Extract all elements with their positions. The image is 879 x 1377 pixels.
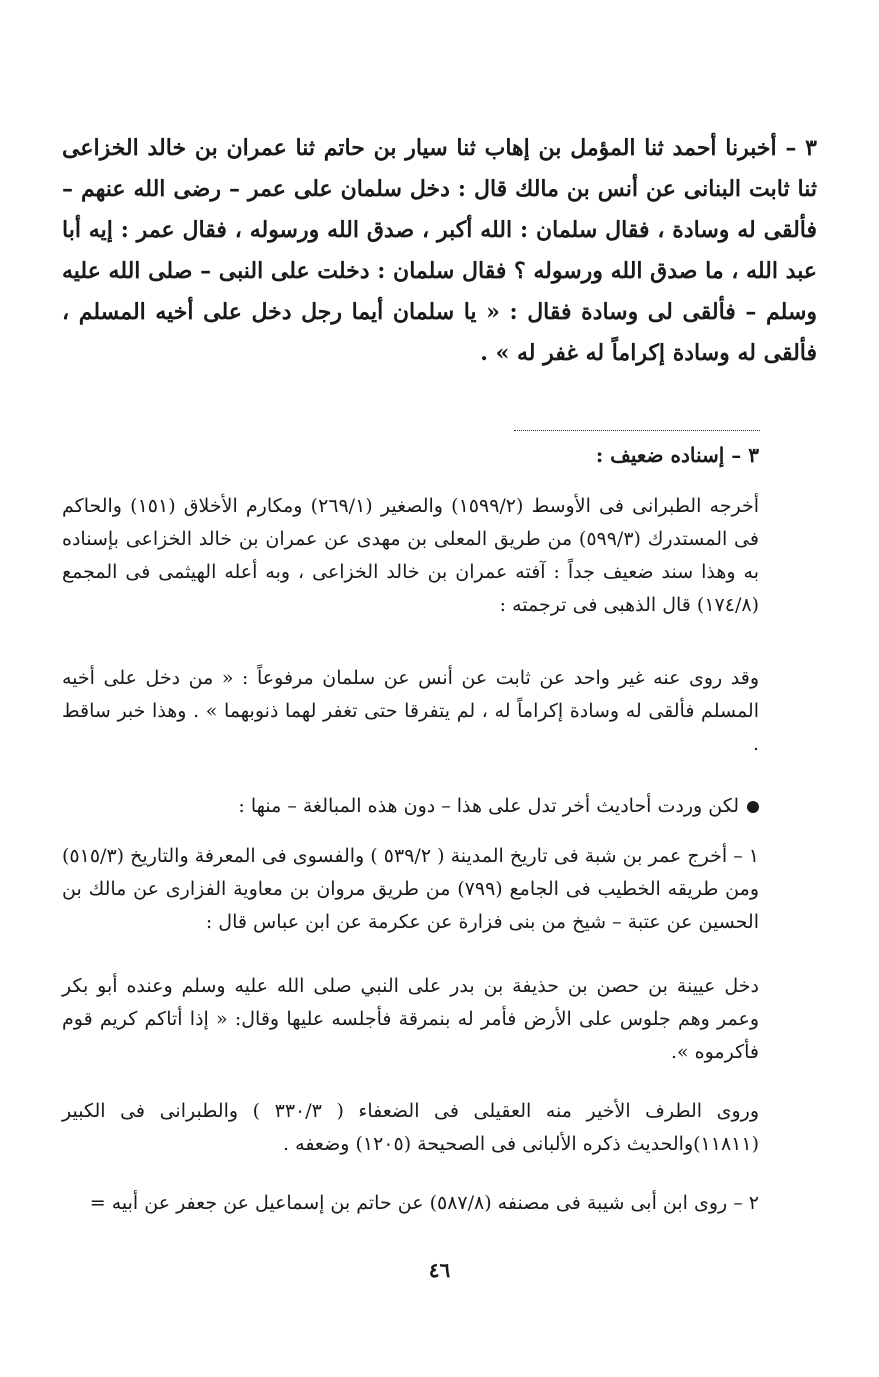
hadith-text-paragraph: دخل عيينة بن حصن بن حذيفة بن بدر على النبي صلى الله عليه وسلم وعنده أبو بكر وعمر وهم جلوس على الأرض فأمر له بنمرقة فأجلسه عليها وقال: « إذا أتاكم كريم قوم فأكرموه ». (62, 975, 759, 1063)
page-number: ٤٦ (428, 1258, 451, 1282)
takhrij-paragraph: أخرجه الطبرانى فى الأوسط (١٥٩٩/٢) والصغير (٢٦٩/١) ومكارم الأخلاق (١٥١) والحاكم فى المستدرك (٥٩٩/٣) من طريق المعلى بن مهدى عن عمران بن خالد الخزاعى بإسناده به وهذا سند ضعيف جداً : آفته عمران بن خالد الخزاعى ، وبه أعله الهيثمى فى المجمع (١٧٤/٨) قال الذهبى فى ترجمته : (62, 495, 759, 616)
item-1-paragraph: ١ – أخرج عمر بن شبة فى تاريخ المدينة ( ٥٣٩/٢ ) والفسوى فى المعرفة والتاريخ (٥١٥/٣) ومن طريقه الخطيب فى الجامع (٧٩٩) من طريق مروان بن معاوية الفزارى عن مالك بن الحسين عن عتبة – شيخ من بنى فزارة عن عكرمة عن ابن عباس قال : (62, 845, 760, 933)
bullet-text: لكن وردت أحاديث أخر تدل على هذا – دون هذه المبالغة – منها : (238, 795, 739, 817)
section-heading: ٣ – إسناده ضعيف : (595, 443, 759, 467)
item-2-paragraph: ٢ – روى ابن أبى شيبة فى مصنفه (٥٨٧/٨) عن حاتم بن إسماعيل عن جعفر عن أبيه = (89, 1192, 759, 1214)
bullet-icon (747, 801, 759, 813)
dhahabi-quote-paragraph: وقد روى عنه غير واحد عن ثابت عن أنس عن سلمان مرفوعاً : « من دخل على أخيه المسلم فألقى له وسادة إكراماً له ، لم يتفرقا حتى تغفر لهما ذنوبهما » . وهذا خبر ساقط . (62, 667, 759, 755)
dotted-separator (514, 430, 760, 431)
last-part-paragraph: وروى الطرف الأخير منه العقيلى فى الضعفاء ( ٣٣٠/٣ ) والطبرانى فى الكبير (١١٨١١)والحديث ذكره الألبانى فى الصحيحة (١٢٠٥) وضعفه . (62, 1100, 759, 1155)
main-hadith-paragraph: ٣ – أخبرنا أحمد ثنا المؤمل بن إهاب ثنا سيار بن حاتم ثنا عمران بن خالد الخزاعى ثنا ثابت البنانى عن أنس بن مالك قال : دخل سلمان على عمر – رضى الله عنهم – فألقى له وسادة ، فقال سلمان : الله أكبر ، صدق الله ورسوله ، فقال عمر : إيه أبا عبد الله ، ما صدق الله ورسوله ؟ فقال سلمان : دخلت على النبى – صلى الله عليه وسلم – فألقى لى وسادة فقال : « يا سلمان أيما رجل دخل على أخيه المسلم ، فألقى له وسادة إكراماً له غفر له » . (62, 135, 817, 366)
bullet-paragraph (62, 790, 759, 823)
